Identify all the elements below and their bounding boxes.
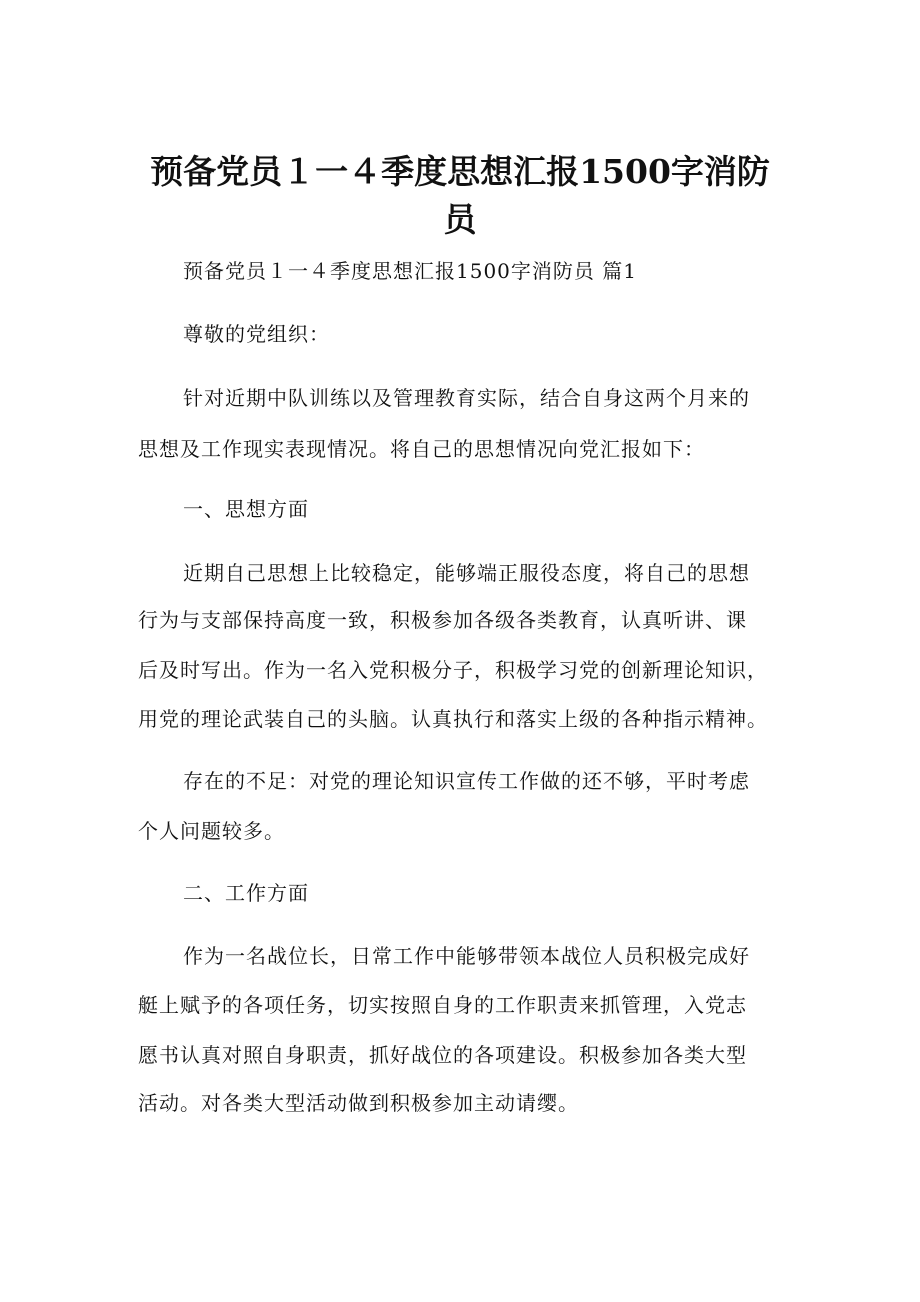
section1-para1-line-3: 后及时写出。作为一名入党积极分子，积极学习党的创新理论知识， <box>138 658 768 682</box>
section1-para1-line-4: 用党的理论武装自己的头脑。认真执行和落实上级的各种指示精神。 <box>138 707 768 731</box>
salutation: 尊敬的党组织： <box>183 322 330 346</box>
section2-para1-line-2: 艇上赋予的各项任务，切实按照自身的工作职责来抓管理，入党志 <box>138 993 747 1017</box>
intro-line-2: 思想及工作现实表现情况。将自己的思想情况向党汇报如下： <box>138 437 705 461</box>
section2-para1-line-4: 活动。对各类大型活动做到积极参加主动请缨。 <box>138 1091 579 1115</box>
section1-para1-line-2: 行为与支部保持高度一致，积极参加各级各类教育，认真听讲、课 <box>138 608 747 632</box>
subtitle: 预备党员１一４季度思想汇报1500字消防员 篇1 <box>183 259 637 283</box>
section1-para1-line-1: 近期自己思想上比较稳定，能够端正服役态度，将自己的思想 <box>183 561 750 585</box>
section1-para2-line-1: 存在的不足：对党的理论知识宣传工作做的还不够，平时考虑 <box>183 769 750 793</box>
title-line-1: 预备党员１一４季度思想汇报1500字消防 <box>150 152 770 191</box>
section2-para1-line-1: 作为一名战位长，日常工作中能够带领本战位人员积极完成好 <box>183 944 750 968</box>
section1-heading: 一、思想方面 <box>183 497 309 521</box>
intro-line-1: 针对近期中队训练以及管理教育实际，结合自身这两个月来的 <box>183 386 750 410</box>
section2-para1-line-3: 愿书认真对照自身职责，抓好战位的各项建设。积极参加各类大型 <box>138 1043 747 1067</box>
section2-heading: 二、工作方面 <box>183 881 309 905</box>
title-line-2: 员 <box>443 200 477 239</box>
document-title <box>120 148 800 244</box>
section1-para2-line-2: 个人问题较多。 <box>138 819 285 843</box>
